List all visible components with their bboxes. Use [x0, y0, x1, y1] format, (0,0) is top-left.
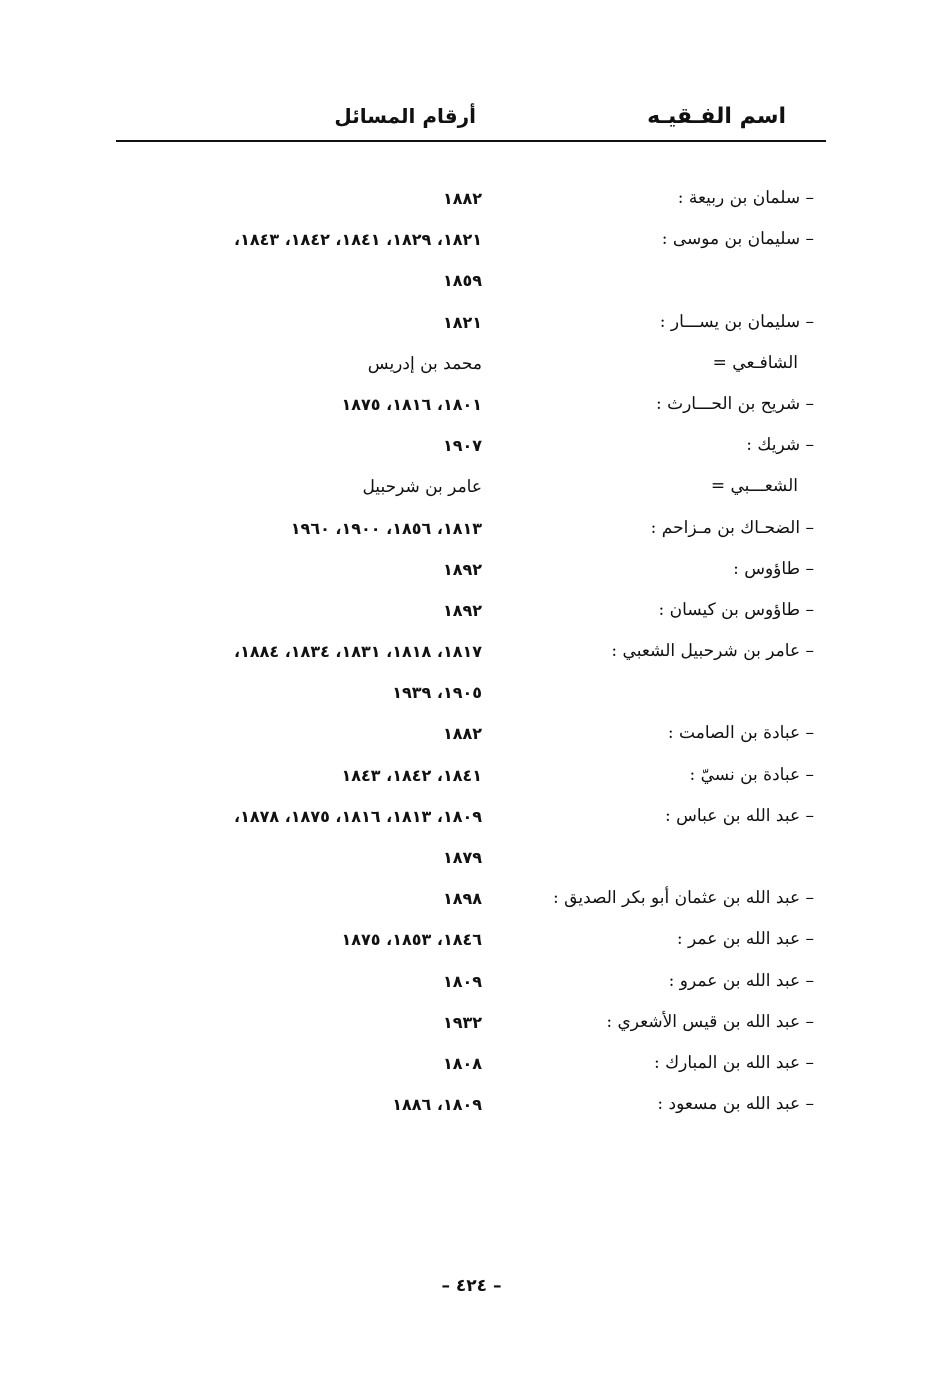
jurist-name: – عبد الله بن المبارك :: [653, 1052, 814, 1073]
jurist-name: – شريح بن الحـــارث :: [655, 393, 814, 414]
list-item: [116, 514, 826, 555]
issue-numbers: ١٨٢١: [442, 312, 482, 332]
list-item: [116, 1008, 826, 1049]
issue-numbers: ١٨١٣، ١٨٥٦، ١٩٠٠، ١٩٦٠: [290, 518, 482, 538]
issue-numbers: ١٨٢١، ١٨٢٩، ١٨٤١، ١٨٤٢، ١٨٤٣،: [233, 230, 482, 250]
jurist-name: – الضحـاك بن مـزاحم :: [650, 517, 814, 538]
issue-numbers: ١٨٧٩: [442, 848, 482, 867]
alias-target: محمد بن إدريس: [367, 353, 482, 374]
issue-numbers: ١٨١٧، ١٨١٨، ١٨٣١، ١٨٣٤، ١٨٨٤،: [233, 642, 482, 662]
list-item: [116, 596, 826, 637]
jurist-name: – سلمان بن ربيعة :: [677, 188, 814, 208]
list-item: [116, 967, 826, 1008]
jurist-name: – عبد الله بن عمرو :: [668, 970, 814, 991]
list-item: [116, 472, 826, 513]
list-item: [116, 678, 826, 719]
index-list: [116, 184, 826, 1131]
list-item: [116, 431, 826, 472]
issue-numbers: ١٨٩٨: [442, 889, 482, 909]
list-item: [116, 1049, 826, 1090]
issue-numbers: ١٨٠٩، ١٨٨٦: [392, 1095, 482, 1115]
issue-numbers: ١٨٤١، ١٨٤٢، ١٨٤٣: [341, 765, 482, 785]
jurist-name: – عبادة بن نسيّ :: [689, 764, 814, 785]
list-item: [116, 266, 826, 307]
list-item: [116, 184, 826, 225]
list-item: [116, 225, 826, 266]
jurist-name: – عامر بن شرحبيل الشعبي :: [611, 641, 814, 662]
issue-numbers: ١٨٠٨: [442, 1053, 482, 1073]
jurist-name: – عبد الله بن قيس الأشعري :: [606, 1011, 814, 1032]
issue-numbers: ١٨٤٦، ١٨٥٣، ١٨٧٥: [341, 930, 482, 950]
issue-numbers: ١٨٠١، ١٨١٦، ١٨٧٥: [341, 394, 482, 414]
list-item: [116, 555, 826, 596]
list-item: [116, 925, 826, 966]
issue-numbers: ١٨٩٢: [442, 600, 482, 620]
issue-numbers: ١٩٣٢: [442, 1012, 482, 1032]
jurist-name: – طاؤوس :: [733, 558, 814, 579]
page-number: – ٤٢٤ –: [441, 1276, 502, 1296]
issue-numbers: ١٩٠٥، ١٩٣٩: [392, 683, 482, 703]
jurist-name: – عبد الله بن عباس :: [665, 805, 814, 826]
issue-numbers: ١٨٨٢: [442, 724, 482, 744]
jurist-name: – شريك :: [746, 435, 814, 456]
jurist-alias: الشعـــبي =: [710, 476, 798, 497]
table-header: [116, 100, 826, 142]
jurist-name: – عبد الله بن مسعود :: [657, 1094, 814, 1115]
list-item: [116, 761, 826, 802]
issue-numbers: ١٨٩٢: [442, 559, 482, 579]
jurist-name: – عبادة بن الصامت :: [667, 723, 814, 744]
jurist-name: – طاؤوس بن كيسان :: [658, 599, 814, 620]
jurist-name: – سليمان بن يســـار :: [659, 311, 814, 332]
list-item: [116, 390, 826, 431]
list-item: [116, 802, 826, 843]
issue-numbers: ١٨٥٩: [442, 271, 482, 291]
jurist-name: – عبد الله بن عثمان أبو بكر الصديق :: [553, 888, 814, 909]
alias-target: عامر بن شرحبيل: [362, 477, 482, 498]
issue-numbers: ١٨٠٩، ١٨١٣، ١٨١٦، ١٨٧٥، ١٨٧٨،: [233, 806, 482, 826]
issue-numbers: ١٨٠٩: [442, 971, 482, 991]
list-item: [116, 349, 826, 390]
issue-numbers: ١٩٠٧: [442, 436, 482, 456]
list-item: [116, 308, 826, 349]
list-item: [116, 637, 826, 678]
header-name-column: اسم الفـقيـه: [647, 104, 786, 129]
jurist-alias: الشافـعي =: [712, 352, 798, 373]
header-numbers-column: أرقام المسائل: [334, 104, 476, 128]
list-item: [116, 884, 826, 925]
list-item: [116, 1090, 826, 1131]
list-item: [116, 719, 826, 760]
list-item: [116, 843, 826, 884]
jurist-name: – سليمان بن موسى :: [661, 229, 814, 250]
jurist-name: – عبد الله بن عمر :: [676, 929, 814, 950]
issue-numbers: ١٨٨٢: [442, 189, 482, 208]
